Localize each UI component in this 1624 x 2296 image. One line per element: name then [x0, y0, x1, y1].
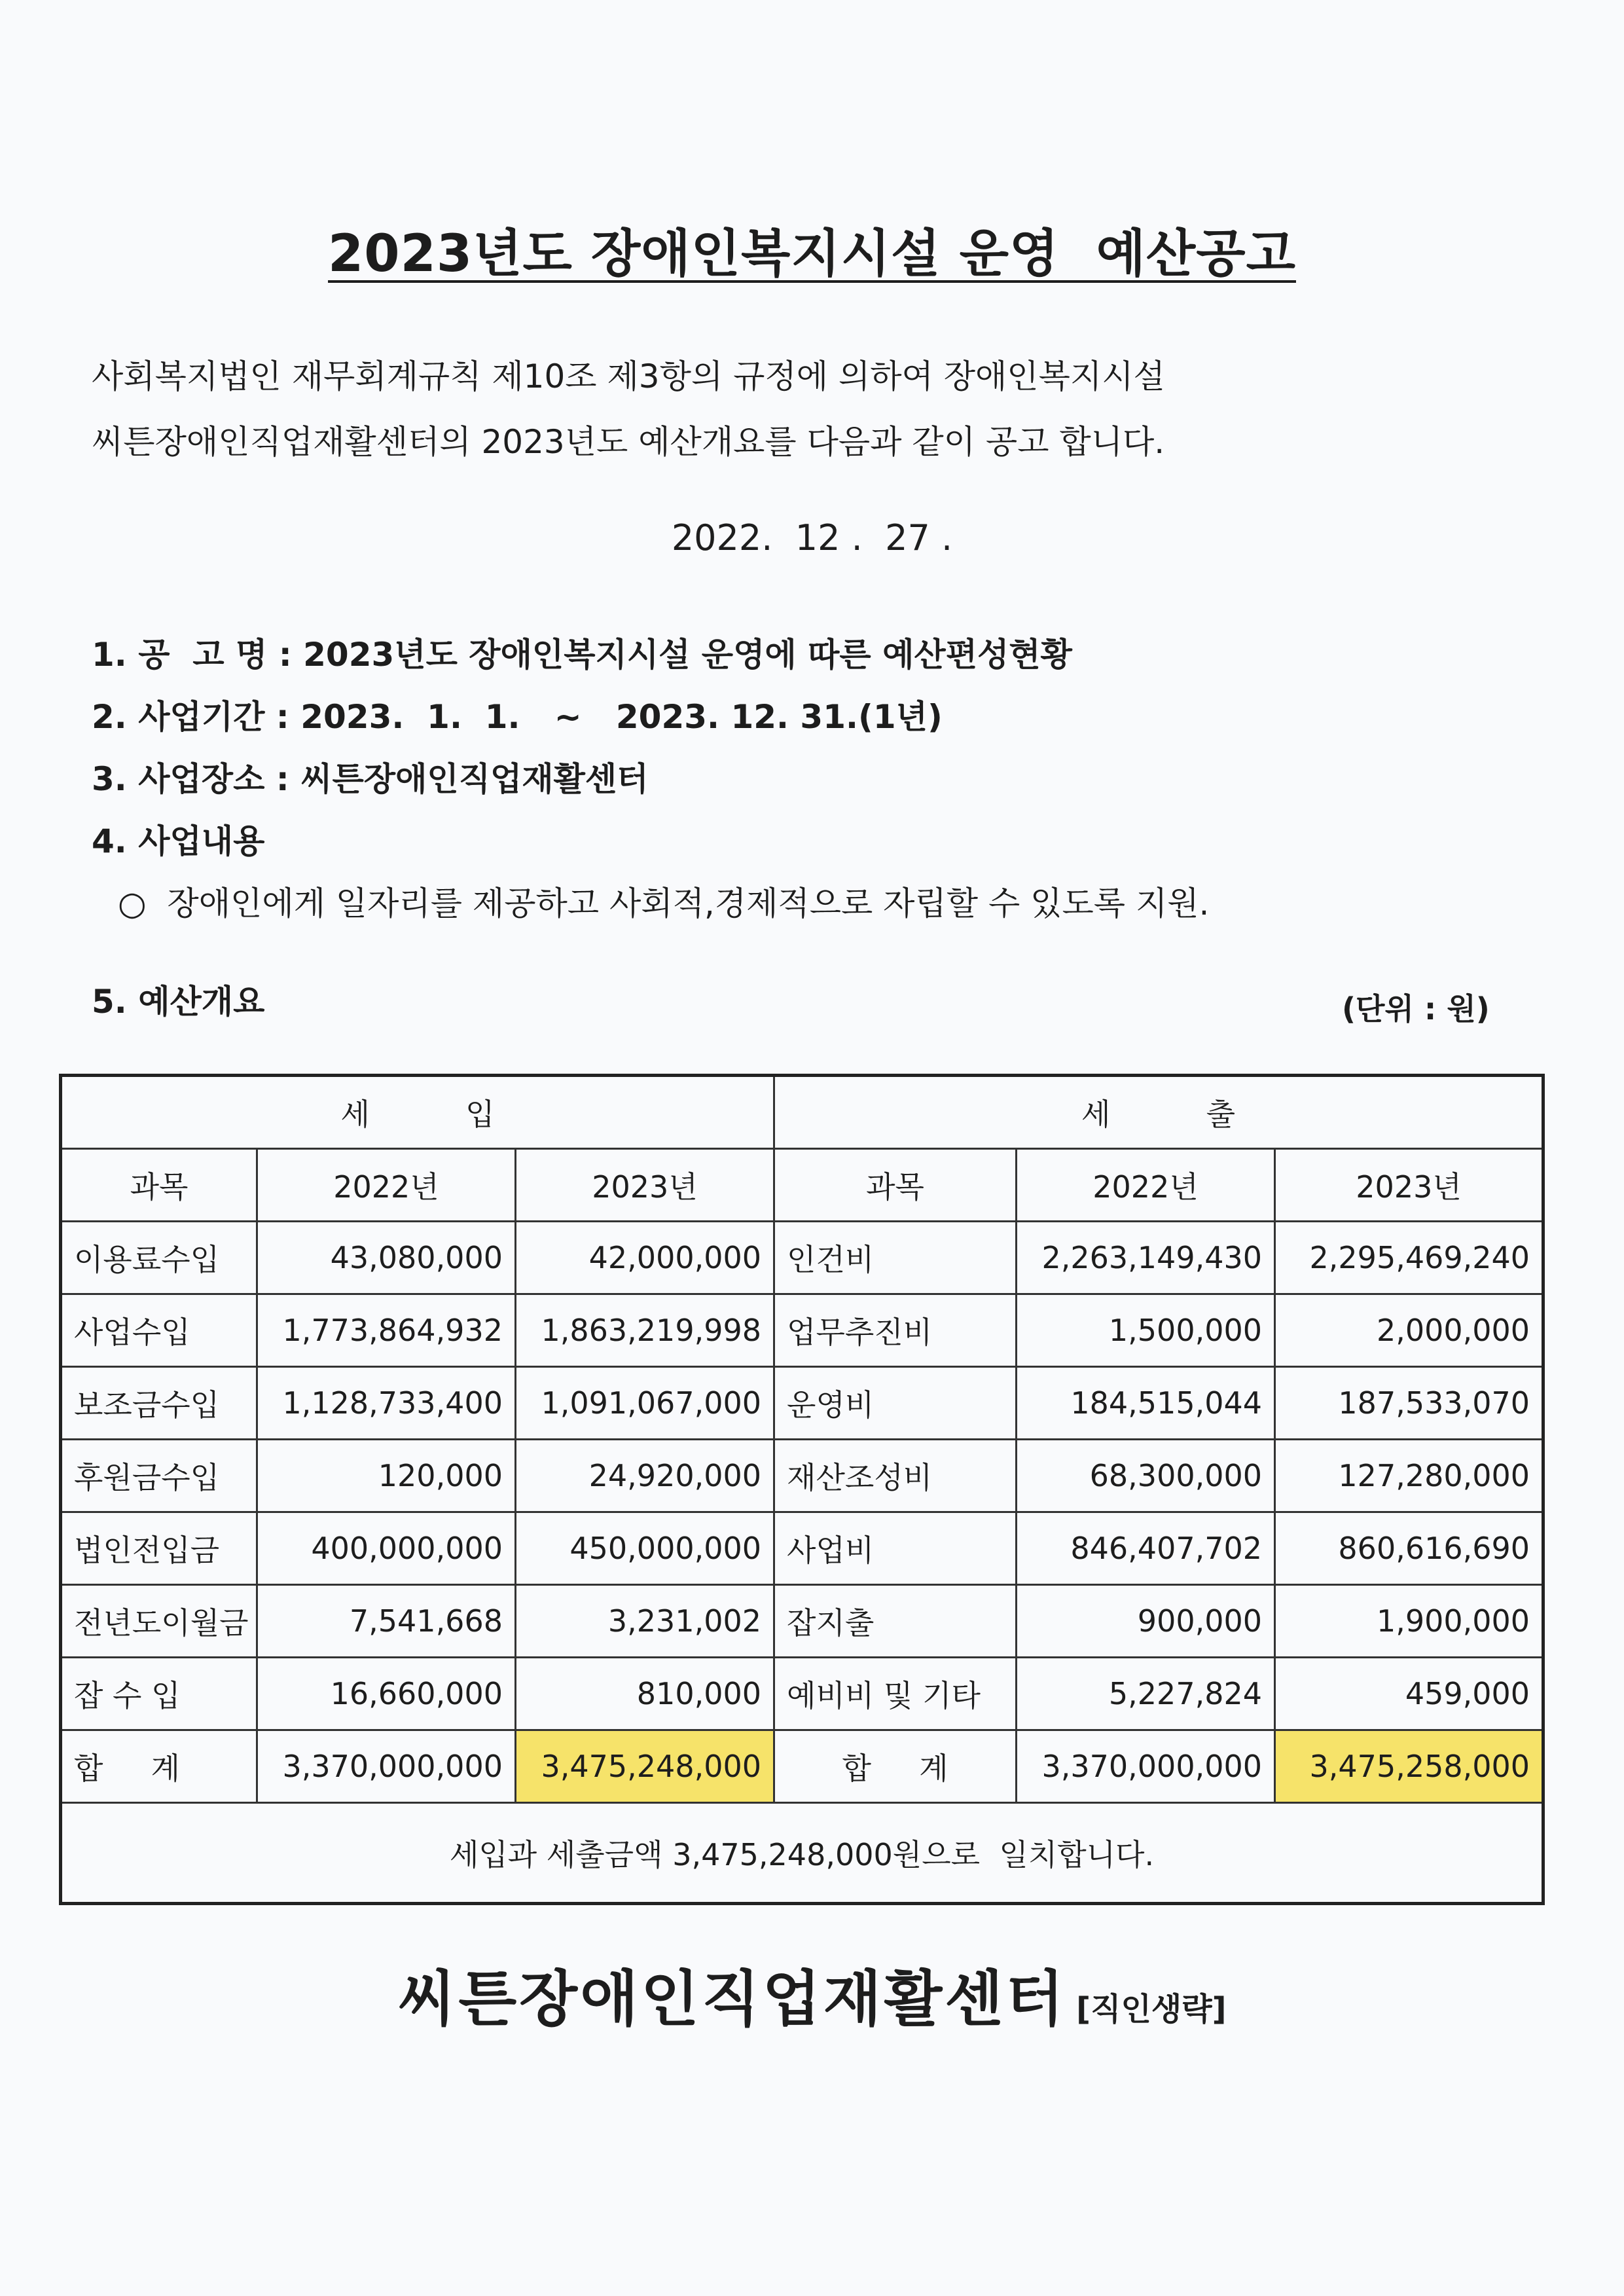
exp-amount-2022: 1,500,000: [1017, 1294, 1275, 1367]
rev-subject: 전년도이월금: [61, 1585, 257, 1658]
exp-amount-2023: 860,616,690: [1275, 1512, 1543, 1585]
budget-table: [59, 1074, 1545, 1905]
rev-amount-2023: 42,000,000: [516, 1222, 774, 1294]
exp-subject: 잡지출: [774, 1585, 1017, 1658]
footer: [0, 1951, 1624, 2037]
rev-col-2023: 2023년: [516, 1149, 774, 1222]
rev-amount-2023: 810,000: [516, 1658, 774, 1730]
exp-subject: 업무추진비: [774, 1294, 1017, 1367]
item-budget-heading: 5. 예산개요: [92, 983, 265, 1021]
note-row: [61, 1803, 1543, 1904]
exp-col-subject: 과목: [774, 1149, 1017, 1222]
notice-date: 2022. 12 . 27 .: [671, 517, 953, 558]
rev-subject: 이용료수입: [61, 1222, 257, 1294]
exp-amount-2022: 2,263,149,430: [1017, 1222, 1275, 1294]
table-column-header-row: [61, 1149, 1543, 1222]
table-row: [61, 1440, 1543, 1512]
table-row: [61, 1294, 1543, 1367]
exp-subject: 운영비: [774, 1367, 1017, 1440]
exp-amount-2023: 127,280,000: [1275, 1440, 1543, 1512]
item-content-bullet: ○ 장애인에게 일자리를 제공하고 사회적,경제적으로 자립할 수 있도록 지원.: [118, 884, 1210, 922]
rev-subject: 보조금수입: [61, 1367, 257, 1440]
rev-subject: 잡 수 입: [61, 1658, 257, 1730]
rev-total-2022: 3,370,000,000: [257, 1730, 516, 1803]
rev-subject: 사업수입: [61, 1294, 257, 1367]
intro-line-1: 사회복지법인 재무회계규칙 제10조 제3항의 규정에 의하여 장애인복지시설: [92, 357, 1165, 395]
rev-amount-2022: 120,000: [257, 1440, 516, 1512]
seal-omitted-label: [직인생략]: [1076, 1991, 1227, 2028]
exp-subject: 사업비: [774, 1512, 1017, 1585]
exp-amount-2023: 187,533,070: [1275, 1367, 1543, 1440]
rev-amount-2023: 3,231,002: [516, 1585, 774, 1658]
table-row: [61, 1658, 1543, 1730]
rev-total-label: 합 계: [61, 1730, 257, 1803]
item-notice-name: 1. 공 고 명 : 2023년도 장애인복지시설 운영에 따른 예산편성현황: [92, 636, 1072, 674]
table-row: [61, 1222, 1543, 1294]
page-title-text: 2023년도 장애인복지시설 운영 예산공고: [328, 225, 1296, 283]
exp-total-2023: 3,475,258,000: [1275, 1730, 1543, 1803]
table-row: [61, 1367, 1543, 1440]
exp-amount-2022: 184,515,044: [1017, 1367, 1275, 1440]
exp-subject: 인건비: [774, 1222, 1017, 1294]
table-group-header-row: [61, 1076, 1543, 1149]
rev-amount-2023: 450,000,000: [516, 1512, 774, 1585]
organization-name: 씨튼장애인직업재활센터: [397, 1964, 1067, 2034]
exp-col-2022: 2022년: [1017, 1149, 1275, 1222]
item-place: 3. 사업장소 : 씨튼장애인직업재활센터: [92, 760, 649, 798]
exp-total-2022: 3,370,000,000: [1017, 1730, 1275, 1803]
rev-subject: 후원금수입: [61, 1440, 257, 1512]
rev-amount-2022: 1,773,864,932: [257, 1294, 516, 1367]
table-row: [61, 1585, 1543, 1658]
rev-total-2023: 3,475,248,000: [516, 1730, 774, 1803]
item-period: 2. 사업기간 : 2023. 1. 1. ~ 2023. 12. 31.(1년): [92, 698, 943, 736]
total-row: [61, 1730, 1543, 1803]
exp-total-label: 합 계: [774, 1730, 1017, 1803]
item-content-heading: 4. 사업내용: [92, 822, 265, 860]
expense-header: 세 출: [774, 1076, 1543, 1149]
exp-amount-2023: 459,000: [1275, 1658, 1543, 1730]
revenue-header: 세 입: [61, 1076, 774, 1149]
rev-col-2022: 2022년: [257, 1149, 516, 1222]
exp-subject: 예비비 및 기타: [774, 1658, 1017, 1730]
rev-amount-2022: 43,080,000: [257, 1222, 516, 1294]
rev-amount-2023: 24,920,000: [516, 1440, 774, 1512]
unit-label: (단위 : 원): [1342, 991, 1490, 1027]
rev-subject: 법인전입금: [61, 1512, 257, 1585]
exp-amount-2022: 5,227,824: [1017, 1658, 1275, 1730]
exp-amount-2023: 1,900,000: [1275, 1585, 1543, 1658]
rev-amount-2023: 1,863,219,998: [516, 1294, 774, 1367]
balance-note: 세입과 세출금액 3,475,248,000원으로 일치합니다.: [61, 1803, 1543, 1904]
exp-amount-2022: 900,000: [1017, 1585, 1275, 1658]
exp-col-2023: 2023년: [1275, 1149, 1543, 1222]
exp-amount-2023: 2,000,000: [1275, 1294, 1543, 1367]
exp-amount-2022: 846,407,702: [1017, 1512, 1275, 1585]
rev-amount-2023: 1,091,067,000: [516, 1367, 774, 1440]
rev-amount-2022: 7,541,668: [257, 1585, 516, 1658]
page-title: [0, 213, 1624, 286]
rev-col-subject: 과목: [61, 1149, 257, 1222]
rev-amount-2022: 400,000,000: [257, 1512, 516, 1585]
intro-line-2: 씨튼장애인직업재활센터의 2023년도 예산개요를 다음과 같이 공고 합니다.: [92, 423, 1165, 461]
exp-amount-2023: 2,295,469,240: [1275, 1222, 1543, 1294]
exp-amount-2022: 68,300,000: [1017, 1440, 1275, 1512]
exp-subject: 재산조성비: [774, 1440, 1017, 1512]
rev-amount-2022: 1,128,733,400: [257, 1367, 516, 1440]
table-row: [61, 1512, 1543, 1585]
rev-amount-2022: 16,660,000: [257, 1658, 516, 1730]
